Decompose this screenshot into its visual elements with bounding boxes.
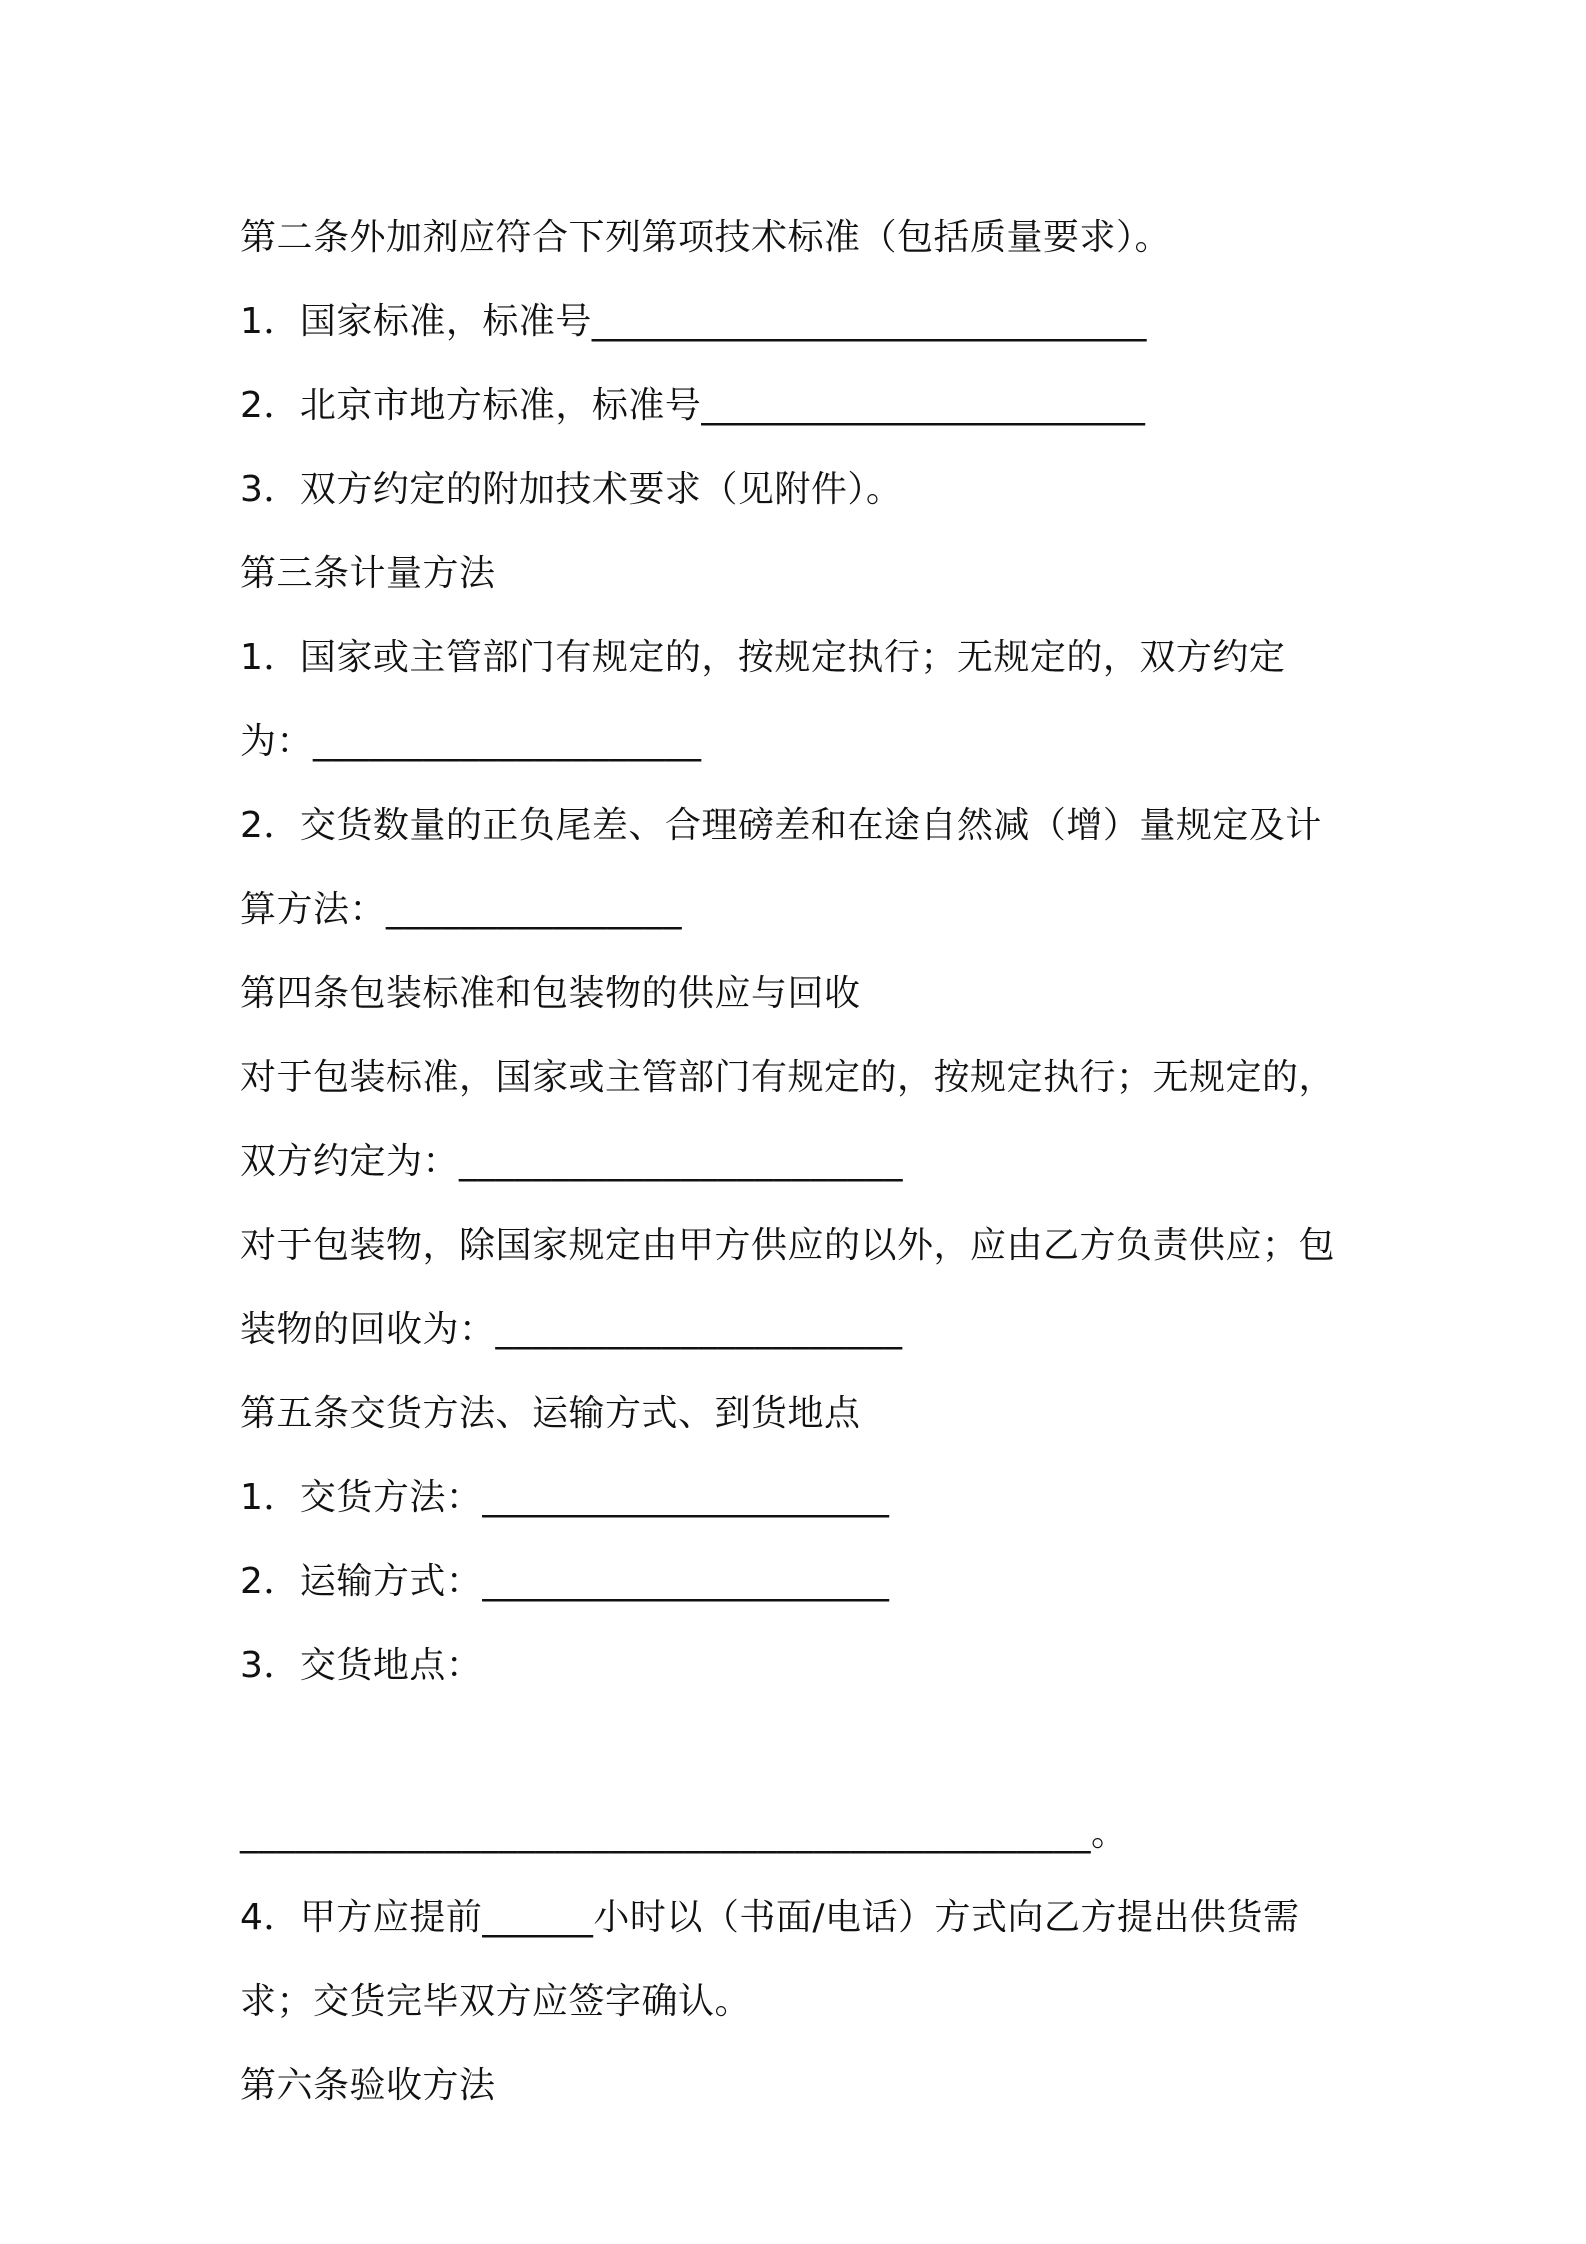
- delivery-location-blank: ______________________________________________。: [240, 1813, 1128, 1854]
- packaging-agreement-line: 双方约定为：________________________: [240, 1141, 904, 1182]
- article-3-heading: 第三条计量方法: [240, 553, 496, 594]
- delivery-location-label: 3．交货地点：: [240, 1645, 483, 1686]
- measurement-agreement-line: 为：_____________________: [240, 721, 702, 762]
- article-5-heading: 第五条交货方法、运输方式、到货地点: [240, 1393, 861, 1434]
- beijing-standard-line: 2．北京市地方标准，标准号________________________: [240, 385, 1146, 426]
- document-body: [240, 196, 1370, 2128]
- packaging-standard-line: 对于包装标准，国家或主管部门有规定的，按规定执行；无规定的，: [240, 1057, 1336, 1098]
- delivery-method-line: 1．交货方法：______________________: [240, 1477, 890, 1518]
- article-6-heading: 第六条验收方法: [240, 2065, 496, 2106]
- additional-requirements-line: 3．双方约定的附加技术要求（见附件）。: [240, 469, 903, 510]
- quantity-tolerance-line: 2．交货数量的正负尾差、合理磅差和在途自然减（增）量规定及计: [240, 805, 1322, 846]
- article-4-heading: 第四条包装标准和包装物的供应与回收: [240, 973, 861, 1014]
- packaging-recovery-line: 装物的回收为：______________________: [240, 1309, 903, 1350]
- packaging-supply-line: 对于包装物，除国家规定由甲方供应的以外，应由乙方负责供应；包: [240, 1225, 1336, 1266]
- article-2-heading: 第二条外加剂应符合下列第项技术标准（包括质量要求）。: [240, 217, 1172, 258]
- advance-notice-line: 4．甲方应提前______小时以（书面/电话）方式向乙方提出供货需: [240, 1897, 1300, 1938]
- national-standard-line: 1．国家标准，标准号______________________________: [240, 301, 1147, 342]
- empty-line: [240, 1708, 1370, 1792]
- transport-method-line: 2．运输方式：______________________: [240, 1561, 890, 1602]
- measurement-rule-line: 1．国家或主管部门有规定的，按规定执行；无规定的，双方约定: [240, 637, 1286, 678]
- delivery-confirmation-line: 求；交货完毕双方应签字确认。: [240, 1981, 752, 2022]
- calculation-method-line: 算方法：________________: [240, 889, 683, 930]
